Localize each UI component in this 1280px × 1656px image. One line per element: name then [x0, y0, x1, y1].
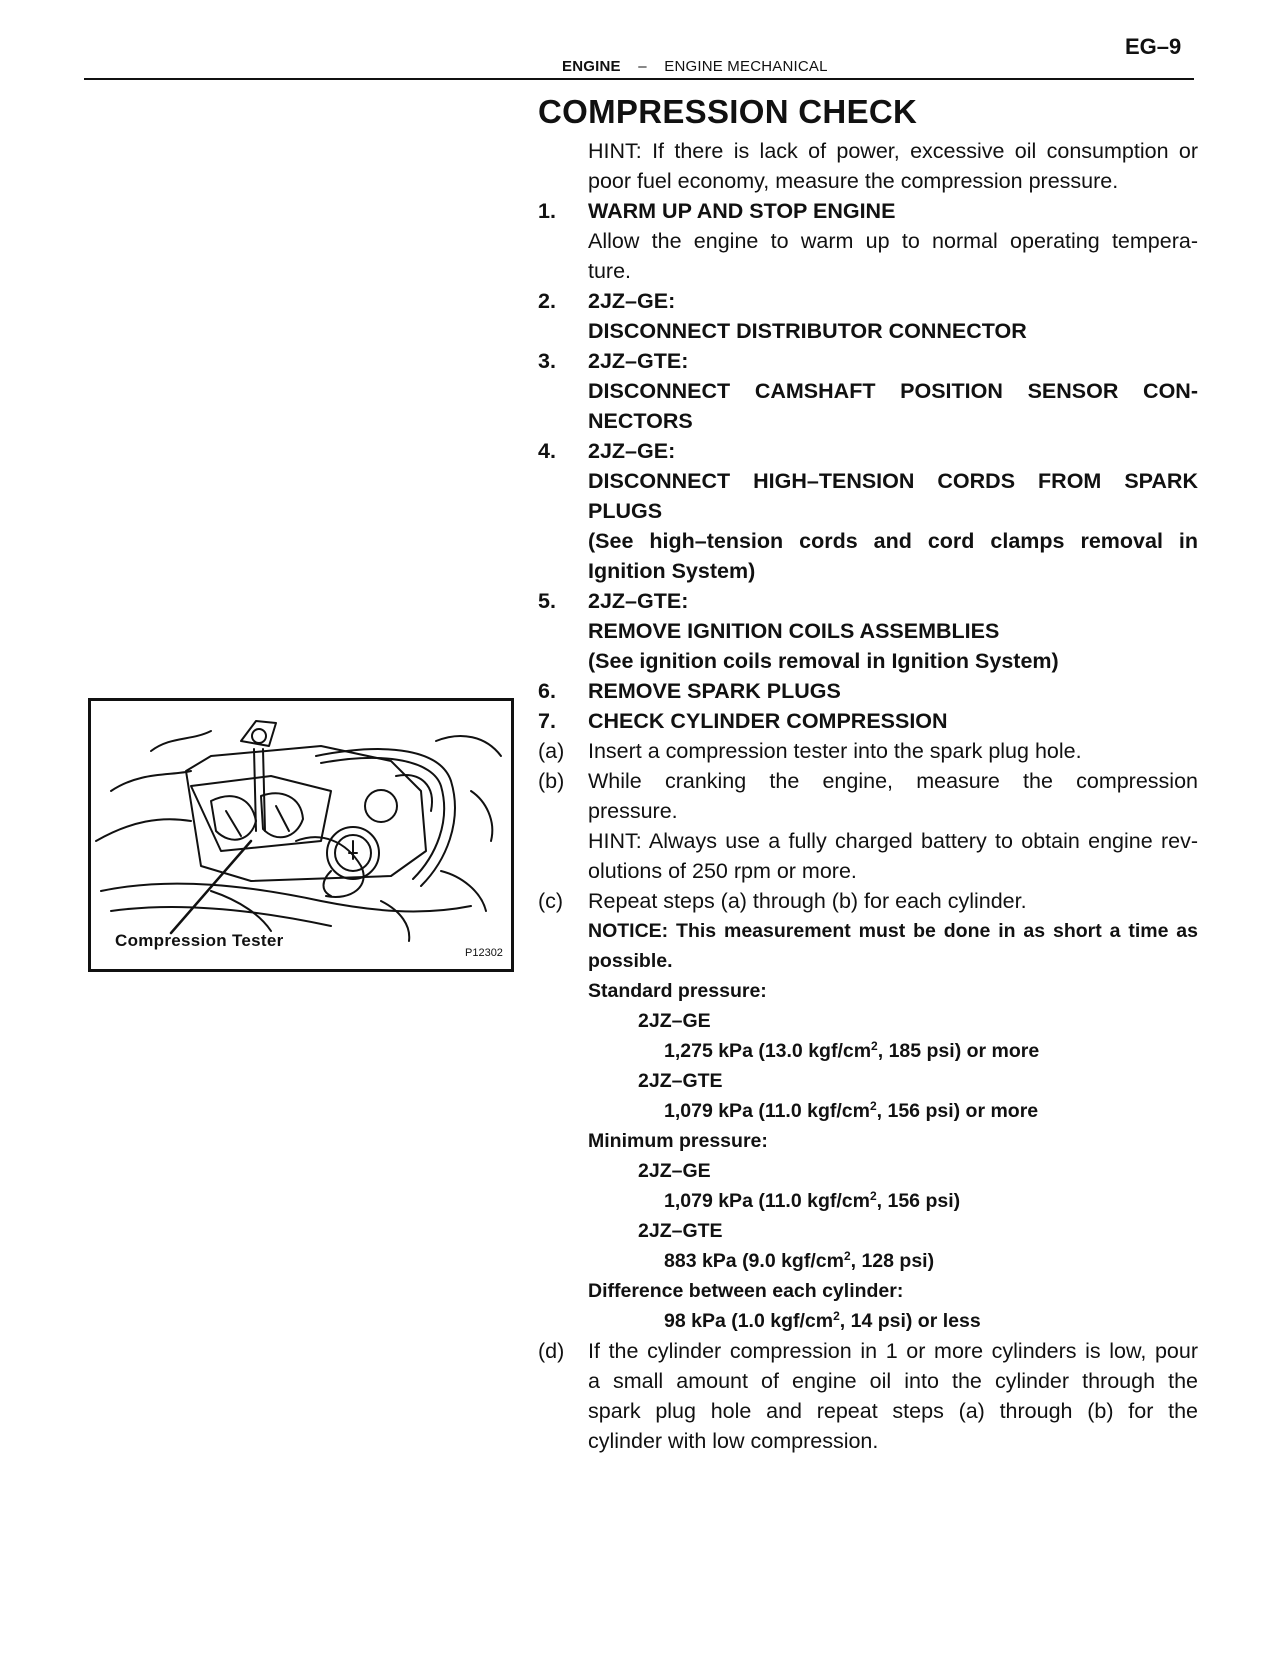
running-header	[562, 58, 828, 75]
substep-d-body: cylinder with low compression.	[588, 1429, 879, 1453]
step-4-heading: DISCONNECT HIGH–TENSION CORDS FROM SPARK	[588, 469, 1198, 493]
spec-minimum-label: Minimum pressure:	[588, 1130, 768, 1152]
page-number: EG–9	[1125, 34, 1182, 59]
hint-line: HINT: If there is lack of power, excessive oil consumption or	[588, 139, 1198, 163]
step-4: 4. 2JZ–GE:	[538, 439, 676, 463]
substep-d: (d) If the cylinder compression in 1 or more cylinders is low, pour	[538, 1339, 1198, 1363]
hint-line: poor fuel economy, measure the compression pressure.	[588, 169, 1119, 193]
figure-code: P12302	[465, 947, 503, 959]
spec-engine: 2JZ–GE	[638, 1010, 711, 1032]
header-subsection: ENGINE MECHANICAL	[664, 58, 828, 75]
spec-value: 98 kPa (1.0 kgf/$cm^2$, 14 psi) or less	[664, 1309, 981, 1332]
spec-engine: 2JZ–GTE	[638, 1070, 723, 1092]
hint-line: olutions of 250 rpm or more.	[588, 859, 857, 883]
spec-engine: 2JZ–GE	[638, 1160, 711, 1182]
notice-line: NOTICE: This measurement must be done in as short a time as	[588, 920, 1198, 942]
step-5-reference: (See ignition coils removal in Ignition System)	[588, 649, 1059, 673]
step-6: 6. REMOVE SPARK PLUGS	[538, 679, 841, 703]
substep-d-body: spark plug hole and repeat steps (a) through (b) for the	[588, 1399, 1198, 1423]
engine-illustration	[91, 701, 511, 969]
step-3-heading: NECTORS	[588, 409, 693, 433]
step-5: 5. 2JZ–GTE:	[538, 589, 689, 613]
substep-a: (a) Insert a compression tester into the spark plug hole.	[538, 739, 1082, 763]
procedure-content	[538, 136, 1198, 1456]
step-3: 3. 2JZ–GTE:	[538, 349, 689, 373]
step-1-body: Allow the engine to warm up to normal operating tempera-	[588, 229, 1198, 253]
substep-c: (c) Repeat steps (a) through (b) for each cylinder.	[538, 889, 1027, 913]
spec-value: 1,079 kPa (11.0 kgf/$cm^2$, 156 psi) or more	[664, 1099, 1039, 1122]
spec-value: 1,275 kPa (13.0 kgf/$cm^2$, 185 psi) or more	[664, 1039, 1040, 1062]
header-section: ENGINE	[562, 58, 621, 75]
step-4-reference: (See high–tension cords and cord clamps removal in	[588, 529, 1198, 553]
step-4-reference: Ignition System)	[588, 559, 756, 583]
step-2: 2. 2JZ–GE:	[538, 289, 676, 313]
spec-value: 1,079 kPa (11.0 kgf/$cm^2$, 156 psi)	[664, 1189, 961, 1212]
step-3-heading: DISCONNECT CAMSHAFT POSITION SENSOR CON-	[588, 379, 1198, 403]
step-2-heading: DISCONNECT DISTRIBUTOR CONNECTOR	[588, 319, 1027, 343]
step-5-heading: REMOVE IGNITION COILS ASSEMBLIES	[588, 619, 1000, 643]
step-4-heading: PLUGS	[588, 499, 663, 523]
page-title: COMPRESSION CHECK	[538, 93, 918, 130]
notice-line: possible.	[588, 950, 673, 972]
spec-difference-label: Difference between each cylinder:	[588, 1280, 904, 1302]
compression-tester-figure	[88, 698, 514, 972]
spec-engine: 2JZ–GTE	[638, 1220, 723, 1242]
step-1-body: ture.	[588, 259, 632, 283]
hint-line: HINT: Always use a fully charged battery to obtain engine rev-	[588, 829, 1198, 853]
step-7: 7. CHECK CYLINDER COMPRESSION	[538, 709, 948, 733]
substep-b: (b) While cranking the engine, measure the compression	[538, 769, 1198, 793]
spec-standard-label: Standard pressure:	[588, 980, 767, 1002]
header-rule	[84, 78, 1194, 80]
spec-value: 883 kPa (9.0 kgf/$cm^2$, 128 psi)	[664, 1249, 935, 1272]
substep-b-body: pressure.	[588, 799, 678, 823]
substep-d-body: a small amount of engine oil into the cylinder through the	[588, 1369, 1198, 1393]
figure-caption: Compression Tester	[115, 931, 284, 950]
step-1: 1. WARM UP AND STOP ENGINE	[538, 199, 896, 223]
header-separator: –	[638, 58, 647, 75]
